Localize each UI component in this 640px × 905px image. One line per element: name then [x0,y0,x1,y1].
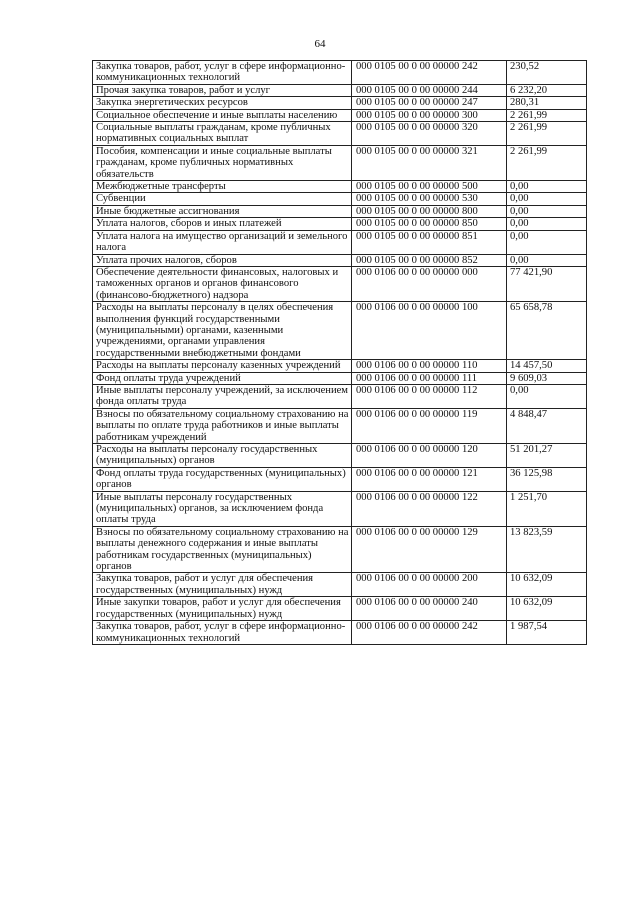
expense-name-cell: Фонд оплаты труда государственных (муниципальных) органов [93,467,352,491]
table-row [93,372,587,384]
table-row [93,181,587,193]
budget-code-cell: 000 0106 00 0 00 00000 120 [352,444,507,468]
amount-cell: 9 609,03 [507,372,587,384]
amount-cell: 0,00 [507,230,587,254]
table-row [93,573,587,597]
budget-code-cell: 000 0105 00 0 00 00000 321 [352,145,507,180]
table-row [93,597,587,621]
budget-code-cell: 000 0106 00 0 00 00000 240 [352,597,507,621]
budget-code-cell: 000 0106 00 0 00 00000 200 [352,573,507,597]
table-row [93,266,587,301]
expense-name-cell: Расходы на выплаты персоналу казенных учреждений [93,360,352,372]
expense-name-cell: Уплата прочих налогов, сборов [93,254,352,266]
table-row [93,384,587,408]
budget-code-cell: 000 0105 00 0 00 00000 320 [352,122,507,146]
amount-cell: 13 823,59 [507,526,587,573]
expense-name-cell: Закупка товаров, работ, услуг в сфере информационно-коммуникационных технологий [93,621,352,645]
amount-cell: 0,00 [507,193,587,205]
table-row [93,84,587,96]
amount-cell: 77 421,90 [507,266,587,301]
table-row [93,122,587,146]
expense-name-cell: Расходы на выплаты персоналу государственных (муниципальных) органов [93,444,352,468]
budget-code-cell: 000 0106 00 0 00 00000 129 [352,526,507,573]
budget-code-cell: 000 0105 00 0 00 00000 800 [352,205,507,217]
amount-cell: 10 632,09 [507,597,587,621]
amount-cell: 1 987,54 [507,621,587,645]
expense-name-cell: Иные выплаты персоналу государственных (муниципальных) органов, за исключением фонда оплаты труда [93,491,352,526]
table-row [93,145,587,180]
budget-code-cell: 000 0105 00 0 00 00000 244 [352,84,507,96]
budget-code-cell: 000 0106 00 0 00 00000 122 [352,491,507,526]
table-row [93,360,587,372]
amount-cell: 1 251,70 [507,491,587,526]
expense-name-cell: Фонд оплаты труда учреждений [93,372,352,384]
budget-code-cell: 000 0106 00 0 00 00000 119 [352,408,507,443]
budget-code-cell: 000 0106 00 0 00 00000 110 [352,360,507,372]
amount-cell: 4 848,47 [507,408,587,443]
expense-name-cell: Взносы по обязательному социальному страхованию на выплаты денежного содержания и иные выплаты работникам государственных (муниципальных) органов [93,526,352,573]
table-row [93,302,587,360]
page-number: 64 [314,38,326,50]
table-row [93,193,587,205]
budget-code-cell: 000 0106 00 0 00 00000 112 [352,384,507,408]
expense-name-cell: Уплата налога на имущество организаций и земельного налога [93,230,352,254]
amount-cell: 0,00 [507,384,587,408]
expense-name-cell: Иные выплаты персоналу учреждений, за исключением фонда оплаты труда [93,384,352,408]
expense-name-cell: Иные закупки товаров, работ и услуг для обеспечения государственных (муниципальных) нужд [93,597,352,621]
expense-name-cell: Межбюджетные трансферты [93,181,352,193]
budget-code-cell: 000 0105 00 0 00 00000 852 [352,254,507,266]
budget-code-cell: 000 0106 00 0 00 00000 100 [352,302,507,360]
expense-name-cell: Иные бюджетные ассигнования [93,205,352,217]
table-row [93,97,587,109]
table-row [93,467,587,491]
amount-cell: 280,31 [507,97,587,109]
budget-code-cell: 000 0106 00 0 00 00000 111 [352,372,507,384]
table-row [93,205,587,217]
table-row [93,61,587,85]
budget-code-cell: 000 0106 00 0 00 00000 121 [352,467,507,491]
table-row [93,254,587,266]
expense-name-cell: Прочая закупка товаров, работ и услуг [93,84,352,96]
expense-name-cell: Закупка энергетических ресурсов [93,97,352,109]
table-row [93,491,587,526]
budget-code-cell: 000 0105 00 0 00 00000 530 [352,193,507,205]
budget-code-cell: 000 0106 00 0 00 00000 000 [352,266,507,301]
expense-name-cell: Закупка товаров, работ, услуг в сфере информационно-коммуникационных технологий [93,61,352,85]
budget-code-cell: 000 0105 00 0 00 00000 247 [352,97,507,109]
amount-cell: 65 658,78 [507,302,587,360]
table-row [93,109,587,121]
expense-name-cell: Расходы на выплаты персоналу в целях обеспечения выполнения функций государственными (муниципальными) органами, казенными учреждениями, органами управления государственными внебюджетными фондами [93,302,352,360]
table-row [93,444,587,468]
budget-table [92,60,587,645]
expense-name-cell: Социальные выплаты гражданам, кроме публичных нормативных социальных выплат [93,122,352,146]
amount-cell: 51 201,27 [507,444,587,468]
amount-cell: 2 261,99 [507,122,587,146]
expense-name-cell: Взносы по обязательному социальному страхованию на выплаты по оплате труда работников и иные выплаты работникам учреждений [93,408,352,443]
table-row [93,230,587,254]
expense-name-cell: Закупка товаров, работ и услуг для обеспечения государственных (муниципальных) нужд [93,573,352,597]
amount-cell: 2 261,99 [507,145,587,180]
table-row [93,408,587,443]
table-body [93,61,587,645]
amount-cell: 0,00 [507,254,587,266]
budget-code-cell: 000 0105 00 0 00 00000 242 [352,61,507,85]
expense-name-cell: Обеспечение деятельности финансовых, налоговых и таможенных органов и органов финансового (финансово-бюджетного) надзора [93,266,352,301]
table-row [93,218,587,230]
budget-code-cell: 000 0105 00 0 00 00000 850 [352,218,507,230]
table-row [93,621,587,645]
expense-name-cell: Уплата налогов, сборов и иных платежей [93,218,352,230]
amount-cell: 36 125,98 [507,467,587,491]
amount-cell: 0,00 [507,205,587,217]
budget-code-cell: 000 0105 00 0 00 00000 500 [352,181,507,193]
amount-cell: 230,52 [507,61,587,85]
expense-name-cell: Пособия, компенсации и иные социальные выплаты гражданам, кроме публичных нормативных обязательств [93,145,352,180]
amount-cell: 10 632,09 [507,573,587,597]
amount-cell: 6 232,20 [507,84,587,96]
budget-code-cell: 000 0105 00 0 00 00000 851 [352,230,507,254]
amount-cell: 14 457,50 [507,360,587,372]
amount-cell: 0,00 [507,218,587,230]
expense-name-cell: Субвенции [93,193,352,205]
budget-code-cell: 000 0105 00 0 00 00000 300 [352,109,507,121]
expense-name-cell: Социальное обеспечение и иные выплаты населению [93,109,352,121]
amount-cell: 2 261,99 [507,109,587,121]
amount-cell: 0,00 [507,181,587,193]
budget-code-cell: 000 0106 00 0 00 00000 242 [352,621,507,645]
table-row [93,526,587,573]
